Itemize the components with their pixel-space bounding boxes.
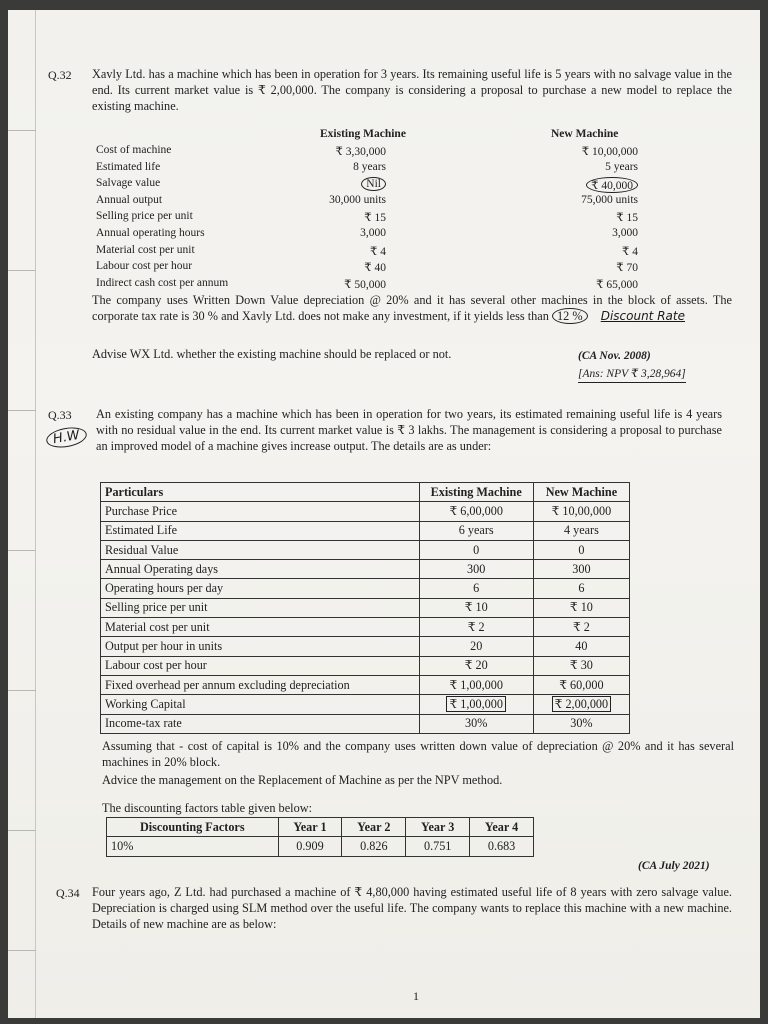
q33-table-row [101,560,630,579]
q33-cell-particular: Estimated Life [101,521,420,540]
q33-cell-new: ₹ 30 [533,656,629,675]
q32-spec-table [96,128,656,298]
q32-spec-new: ₹ 4 [622,245,638,258]
q33-df-header: Discounting Factors [107,818,279,837]
q32-spec-label: Salvage value [96,177,161,190]
q32-spec-existing: 8 years [353,160,386,173]
q33-cell-new: ₹ 10,00,000 [533,502,629,521]
q33-cell-existing: 30% [419,714,533,733]
q33-cell-particular: Purchase Price [101,502,420,521]
q34-text: Four years ago, Z Ltd. had purchased a machine of ₹ 4,80,000 having estimated useful life of 8 years with zero salvage value. Depreciation is charged using SLM method over the useful life. The company wants to replace this machine with a new machine. Details of new machine are as below: [92,885,732,932]
page-number: 1 [413,989,419,1003]
q33-cell-existing: 20 [419,637,533,656]
q33-cell-new: 6 [533,579,629,598]
q32-spec-existing: 30,000 units [329,193,386,206]
q33-cell-particular: Working Capital [101,695,420,714]
q34-number: Q.34 [56,886,80,900]
q32-spec-existing: ₹ 40 [364,262,386,275]
q33-df-header: Year 3 [406,818,470,837]
q32-spec-label: Cost of machine [96,144,172,156]
q32-spec-new: ₹ 40,000 [586,177,638,193]
document-page [8,10,760,1018]
q33-df-header: Year 1 [278,818,342,837]
q32-spec-row [96,244,656,258]
q33-df-cell: 10% [107,837,279,856]
q33-df-cell: 0.751 [406,837,470,856]
q32-spec-label: Material cost per unit [96,243,195,256]
q33-col-particulars: Particulars [101,483,420,502]
q32-spec-existing: 3,000 [360,227,386,239]
q33-cell-particular: Material cost per unit [101,618,420,637]
q33-cell-particular: Output per hour in units [101,637,420,656]
q33-table-row [101,637,630,656]
q33-cell-particular: Income-tax rate [101,714,420,733]
q33-cell-particular: Operating hours per day [101,579,420,598]
q33-cell-particular: Annual Operating days [101,560,420,579]
q33-advice: Advice the management on the Replacement of Machine as per the NPV method. [102,773,503,787]
q32-spec-new: 5 years [605,160,638,173]
q32-spec-row [96,277,656,291]
q33-cell-existing: 0 [419,540,533,559]
q33-assuming: Assuming that - cost of capital is 10% and the company uses written down value of depreciation @ 20% and it has several machines in 20% block. [102,739,734,770]
q33-cell-existing: ₹ 6,00,000 [419,502,533,521]
q32-spec-new: ₹ 70 [616,262,638,275]
q33-cell-existing: ₹ 10 [419,598,533,617]
notebook-margin [8,10,36,1018]
q33-cell-particular: Residual Value [101,540,420,559]
q33-intro: An existing company has a machine which has been in operation for two years, its estimated remaining useful life is 4 years with no residual value in the end. Its current market value is ₹ 3 lakhs. The management is considering a proposal to purchase an improved model of a machine gives increase output. The details are as under: [96,407,722,454]
q32-rate-circled: 12 % [552,308,588,324]
q33-col-new: New Machine [533,483,629,502]
q32-spec-label: Estimated life [96,160,161,173]
q32-header-existing: Existing Machine [320,128,406,140]
q33-cell-new [533,695,629,714]
handwritten-discount-rate: Discount Rate [600,309,685,324]
q32-spec-new: ₹ 15 [616,212,638,225]
q32-spec-existing: ₹ 3,30,000 [335,146,386,158]
q32-spec-label: Annual operating hours [96,227,205,239]
q32-number: Q.32 [48,68,72,82]
q32-spec-row [96,194,656,208]
q32-advise: Advise WX Ltd. whether the existing machine should be replaced or not. [92,347,452,361]
q33-df-cell: 0.909 [278,837,342,856]
q32-spec-label: Selling price per unit [96,210,193,223]
q32-intro: Xavly Ltd. has a machine which has been in operation for 3 years. Its remaining useful life is 5 years with no salvage value in the end. Its current market value is ₹ 2,00,000. The company is considering a proposal to purchase a new model to replace the existing machine. [92,67,732,114]
q33-cell-existing: 300 [419,560,533,579]
q32-spec-row [96,210,656,224]
q33-col-existing: Existing Machine [419,483,533,502]
q33-table-row [101,579,630,598]
q33-cell-particular: Fixed overhead per annum excluding depreciation [101,675,420,694]
q33-df-header: Year 2 [342,818,406,837]
q33-cell-existing: ₹ 20 [419,656,533,675]
q32-source: (CA Nov. 2008) [578,350,651,362]
q32-spec-row [96,144,656,158]
q33-cell-particular: Selling price per unit [101,598,420,617]
q33-df-cell: 0.826 [342,837,406,856]
q33-source: (CA July 2021) [638,860,710,872]
q33-df-cell: 0.683 [470,837,534,856]
q32-spec-new: 3,000 [612,227,638,239]
q33-cell-new: ₹ 10 [533,598,629,617]
q33-df-caption: The discounting factors table given below: [102,801,313,815]
q33-cell-new: 40 [533,637,629,656]
q33-cell-existing [419,695,533,714]
q32-spec-existing: ₹ 4 [370,245,386,258]
q32-spec-existing: ₹ 15 [364,212,386,225]
q32-header-new: New Machine [551,128,619,140]
q32-spec-row [96,227,656,241]
q32-spec-label: Annual output [96,193,163,206]
q33-cell-new: 0 [533,540,629,559]
q32-answer: [Ans: NPV ₹ 3,28,964] [578,366,686,383]
q33-details-table [100,482,630,734]
q33-table-row [101,618,630,637]
q33-table-row [101,656,630,675]
q33-table-row [101,714,630,733]
q33-discount-table [106,817,534,857]
q32-spec-row [96,161,656,175]
q32-spec-new: ₹ 65,000 [596,278,638,291]
q32-spec-row [96,177,656,191]
q33-table-row [101,675,630,694]
q32-spec-existing: ₹ 50,000 [344,278,386,291]
handwritten-hw-mark: H.W [45,425,88,451]
q33-table-row [101,502,630,521]
q32-spec-new: ₹ 10,00,000 [581,146,638,158]
q33-cell-new: 300 [533,560,629,579]
q33-cell-particular: Labour cost per hour [101,656,420,675]
q33-cell-existing: ₹ 2 [419,618,533,637]
q33-table-row [101,695,630,714]
q32-depreciation-text: The company uses Written Down Value depreciation @ 20% and it has several other machines in the block of assets. The corporate tax rate is 30 % and Xavly Ltd. does not make any investment, if it yields less than [92,293,732,324]
q33-cell-existing: 6 [419,579,533,598]
q33-cell-new: 30% [533,714,629,733]
q32-spec-label: Indirect cash cost per annum [96,276,229,289]
q33-df-header: Year 4 [470,818,534,837]
q32-spec-new: 75,000 units [581,193,638,206]
q33-cell-new: ₹ 60,000 [533,675,629,694]
q33-working-capital-boxed: ₹ 2,00,000 [552,696,611,712]
q33-cell-existing: 6 years [419,521,533,540]
q32-spec-label: Labour cost per hour [96,260,193,273]
q33-table-row [101,540,630,559]
q33-cell-new: ₹ 2 [533,618,629,637]
q33-table-row [101,598,630,617]
q33-number: Q.33 [48,408,72,422]
q33-working-capital-boxed: ₹ 1,00,000 [446,696,505,712]
q33-cell-new: 4 years [533,521,629,540]
q33-cell-existing: ₹ 1,00,000 [419,675,533,694]
q32-spec-row [96,260,656,274]
q32-spec-existing: Nil [361,177,386,191]
q33-table-row [101,521,630,540]
q32-para1 [92,292,732,324]
